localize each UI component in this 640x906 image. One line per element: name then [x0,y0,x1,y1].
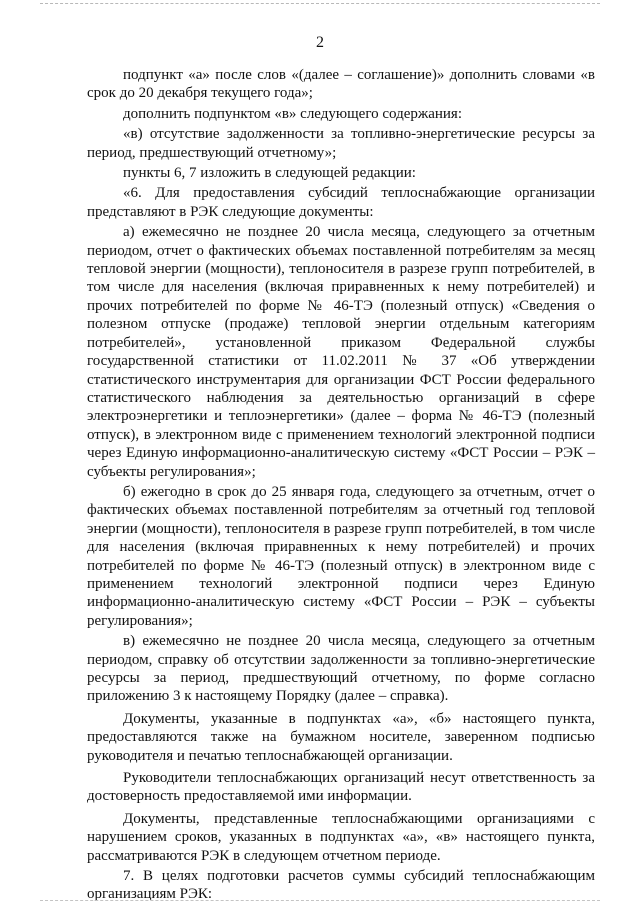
paragraph-amend-subpoint-a: подпункт «а» после слов «(далее – соглашение)» дополнить словами «в срок до 20 декабря текущего года»; [87,67,595,102]
paragraph-add-subpoint-v: дополнить подпунктом «в» следующего содержания: [123,105,463,122]
scan-bottom-edge [40,900,600,901]
paragraph-paper-copies: Документы, указанные в подпунктах «а», «б» настоящего пункта, предоставляются также на бумажном носителе, заверенном подписью руководителя и печатью теплоснабжающей организации. [87,710,595,764]
paragraph-point-6-a: а) ежемесячно не позднее 20 числа месяца, следующего за отчетным периодом, отчет о фактических объемах поставленной потребителям за месяц тепловой энергии (мощности), теплоносителя в разрезе групп потребителей, в том числе для населения (включая приравненных к нему потребителей) и прочих потребителей по форме № 46-ТЭ (полезный отпуск) «Сведения о полезном отпуске (продаже) тепловой энергии отдельным категориям потребителей», установленной приказом Федеральной службы государственной статистики от 11.02.2011 № 37 «Об утверждении статистического инструментария для организации ФСТ России федерального статистического наблюдения за деятельностью организаций в сфере электроэнергетики и теплоэнергетики» (далее – форма № 46-ТЭ (полезный отпуск), в электронном виде с применением технологий электронной подписи через Единую информационно-аналитическую систему «ФСТ России – РЭК – субъекты регулирования»; [87,224,595,480]
paragraph-point-6: «6. Для предоставления субсидий теплоснабжающие организации представляют в РЭК следующие документы: [87,185,595,220]
paragraph-point-6-b: б) ежегодно в срок до 25 января года, следующего за отчетным, отчет о фактических объемах поставленной потребителям за отчетный год тепловой энергии (мощности), теплоносителя в разрезе групп потребителей, в том числе для населения (включая приравненных к нему потребителей) и прочих потребителей по форме № 46-ТЭ (полезный отпуск) в электронном виде с применением технологий электронной подписи через Единую информационно-аналитическую систему «ФСТ России – РЭК – субъекты регулирования»; [87,483,595,629]
paragraph-point-7: 7. В целях подготовки расчетов суммы субсидий теплоснабжающим организациям РЭК: [87,868,595,903]
page-number: 2 [316,34,324,51]
document-body [87,66,595,906]
paragraph-point-6-v: в) ежемесячно не позднее 20 числа месяца, следующего за отчетным периодом, справку об отсутствии задолженности за топливно-энергетические ресурсы за период, предшествующий отчетному, по форме согласно приложению 3 к настоящему Порядку (далее – справка). [87,633,595,705]
paragraph-subpoint-v-text: «в) отсутствие задолженности за топливно-энергетические ресурсы за период, предшествующий отчетному»; [87,126,595,161]
paragraph-responsibility: Руководители теплоснабжающих организаций несут ответственность за достоверность предоставляемой ими информации. [87,770,595,805]
paragraph-points-6-7: пункты 6, 7 изложить в следующей редакции: [123,165,416,182]
scan-top-edge [40,3,600,4]
paragraph-late-documents: Документы, представленные теплоснабжающими организациями с нарушением сроков, указанных в подпунктах «а», «в» настоящего пункта, рассматриваются РЭК в следующем отчетном периоде. [87,810,595,864]
